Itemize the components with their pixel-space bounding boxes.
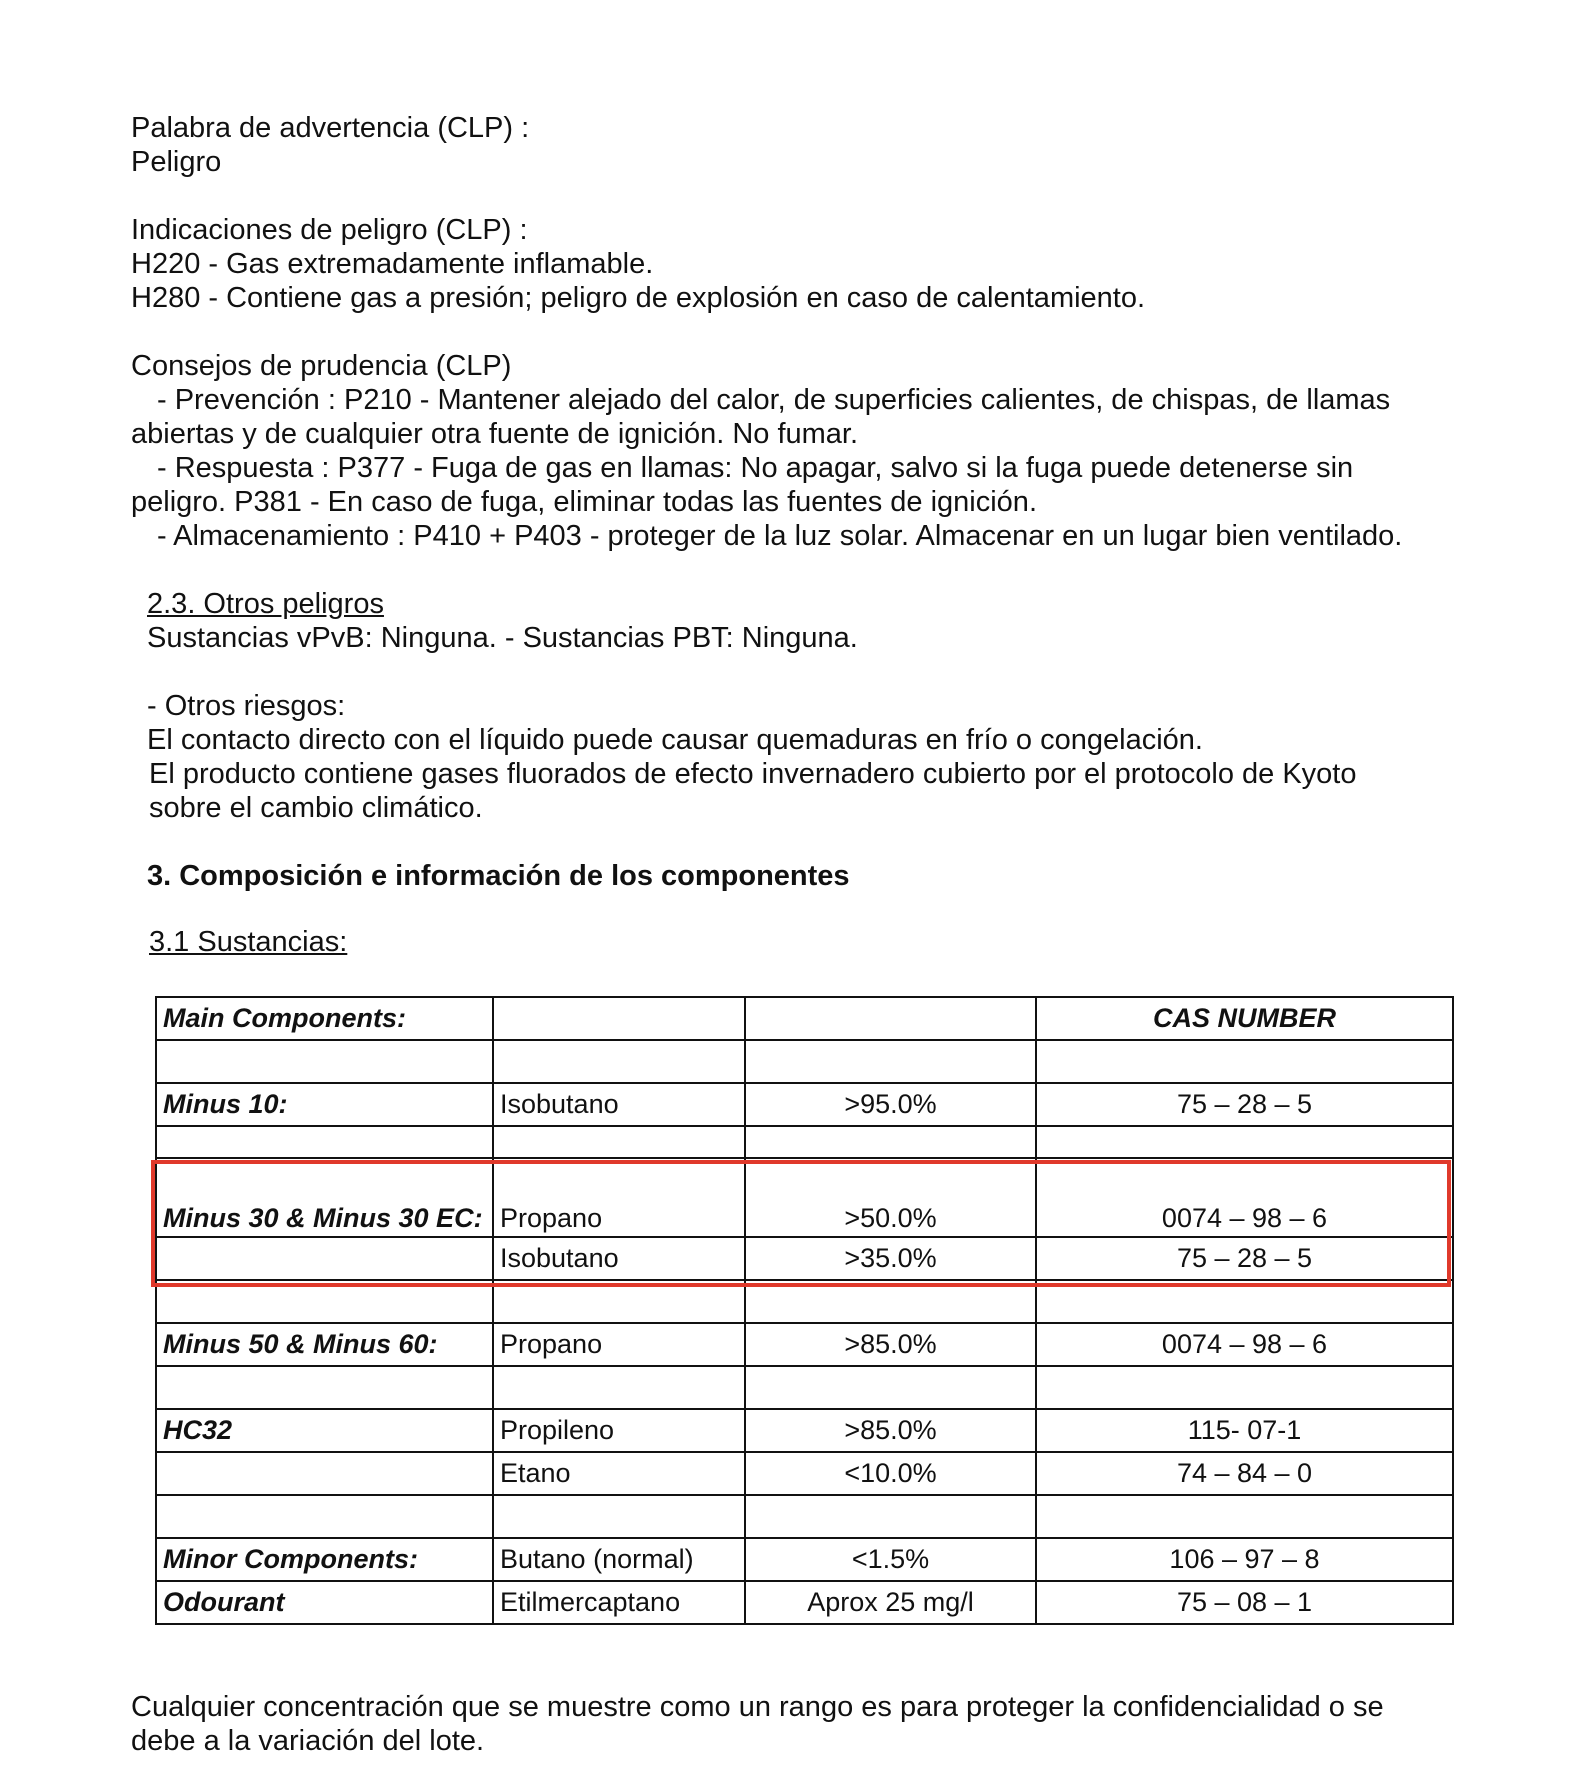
footer-line-1: Cualquier concentración que se muestre como un rango es para proteger la confidencialidad o se xyxy=(131,1691,1384,1723)
row-substance: Isobutano xyxy=(493,1237,745,1280)
row-substance: Etilmercaptano xyxy=(493,1581,745,1624)
row-concentration: <10.0% xyxy=(745,1452,1036,1495)
row-cas: 75 – 28 – 5 xyxy=(1036,1083,1453,1126)
table-row xyxy=(156,1581,1453,1624)
table-row xyxy=(156,1409,1453,1452)
composition-table xyxy=(155,996,1454,1625)
row-label: Odourant xyxy=(156,1581,493,1624)
row-cas: 0074 – 98 – 6 xyxy=(1036,1158,1453,1237)
row-concentration: <1.5% xyxy=(745,1538,1036,1581)
header-cas-number: CAS NUMBER xyxy=(1036,997,1453,1040)
table-row xyxy=(156,1538,1453,1581)
row-substance: Propano xyxy=(493,1323,745,1366)
substances-line: Sustancias vPvB: Ninguna. - Sustancias PBT: Ninguna. xyxy=(147,622,858,654)
row-substance: Propano xyxy=(493,1158,745,1237)
signal-word-label: Palabra de advertencia (CLP) : xyxy=(131,112,530,144)
row-cas: 115- 07-1 xyxy=(1036,1409,1453,1452)
row-label: HC32 xyxy=(156,1409,493,1452)
row-concentration: >50.0% xyxy=(745,1158,1036,1237)
hazard-statement-h220: H220 - Gas extremadamente inflamable. xyxy=(131,248,654,280)
row-label: Minus 10: xyxy=(156,1083,493,1126)
section-3-1-heading: 3.1 Sustancias: xyxy=(149,926,348,958)
risk-line-2b: sobre el cambio climático. xyxy=(149,792,483,824)
table-row-empty xyxy=(156,1280,1453,1323)
hazard-statement-h280: H280 - Contiene gas a presión; peligro de explosión en caso de calentamiento. xyxy=(131,282,1146,314)
row-concentration: >95.0% xyxy=(745,1083,1036,1126)
row-substance: Isobutano xyxy=(493,1083,745,1126)
table-row-empty xyxy=(156,1495,1453,1538)
other-hazards-heading: 2.3. Otros peligros xyxy=(147,588,384,620)
signal-word-value: Peligro xyxy=(131,146,222,178)
row-substance: Etano xyxy=(493,1452,745,1495)
precautionary-label: Consejos de prudencia (CLP) xyxy=(131,350,512,382)
row-cas: 75 – 28 – 5 xyxy=(1036,1237,1453,1280)
row-label: Minus 30 & Minus 30 EC: xyxy=(156,1158,493,1237)
prevention-line-2: abiertas y de cualquier otra fuente de ignición. No fumar. xyxy=(131,418,859,450)
response-line-1: - Respuesta : P377 - Fuga de gas en llamas: No apagar, salvo si la fuga puede detenerse sin xyxy=(157,452,1354,484)
row-concentration: Aprox 25 mg/l xyxy=(745,1581,1036,1624)
other-hazards-section xyxy=(131,587,1471,825)
table-row xyxy=(156,1452,1453,1495)
row-label: Minus 50 & Minus 60: xyxy=(156,1323,493,1366)
row-substance: Propileno xyxy=(493,1409,745,1452)
risk-line-1: El contacto directo con el líquido puede causar quemaduras en frío o congelación. xyxy=(147,724,1203,756)
table-header-row xyxy=(156,997,1453,1040)
table-row-empty xyxy=(156,1040,1453,1083)
header-col3 xyxy=(745,997,1036,1040)
table-row xyxy=(156,1323,1453,1366)
table-row-empty xyxy=(156,1366,1453,1409)
table-row-empty xyxy=(156,1126,1453,1158)
response-line-2: peligro. P381 - En caso de fuga, eliminar todas las fuentes de ignición. xyxy=(131,486,1037,518)
row-concentration: >85.0% xyxy=(745,1323,1036,1366)
row-concentration: >85.0% xyxy=(745,1409,1036,1452)
table-row xyxy=(156,1083,1453,1126)
header-col2 xyxy=(493,997,745,1040)
table-row xyxy=(156,1158,1453,1237)
section-3-heading: 3. Composición e información de los componentes xyxy=(147,860,850,892)
other-risks-label: - Otros riesgos: xyxy=(147,690,346,722)
row-cas: 106 – 97 – 8 xyxy=(1036,1538,1453,1581)
hazard-statements-label: Indicaciones de peligro (CLP) : xyxy=(131,214,528,246)
signal-word-section xyxy=(131,111,1471,179)
row-substance: Butano (normal) xyxy=(493,1538,745,1581)
precautionary-section xyxy=(131,349,1471,553)
document-body xyxy=(131,111,1471,959)
row-label: Minor Components: xyxy=(156,1538,493,1581)
row-cas: 0074 – 98 – 6 xyxy=(1036,1323,1453,1366)
row-concentration: >35.0% xyxy=(745,1237,1036,1280)
row-cas: 75 – 08 – 1 xyxy=(1036,1581,1453,1624)
footer-note xyxy=(131,1690,1471,1758)
risk-line-2a: El producto contiene gases fluorados de efecto invernadero cubierto por el protocolo de Kyoto xyxy=(149,758,1357,790)
footer-line-2: debe a la variación del lote. xyxy=(131,1725,485,1757)
storage-line: - Almacenamiento : P410 + P403 - proteger de la luz solar. Almacenar en un lugar bien ventilado. xyxy=(157,520,1403,552)
prevention-line-1: - Prevención : P210 - Mantener alejado del calor, de superficies calientes, de chispas, de llamas xyxy=(157,384,1391,416)
header-main-components: Main Components: xyxy=(156,997,493,1040)
row-cas: 74 – 84 – 0 xyxy=(1036,1452,1453,1495)
hazard-statements-section xyxy=(131,213,1471,315)
table-row xyxy=(156,1237,1453,1280)
